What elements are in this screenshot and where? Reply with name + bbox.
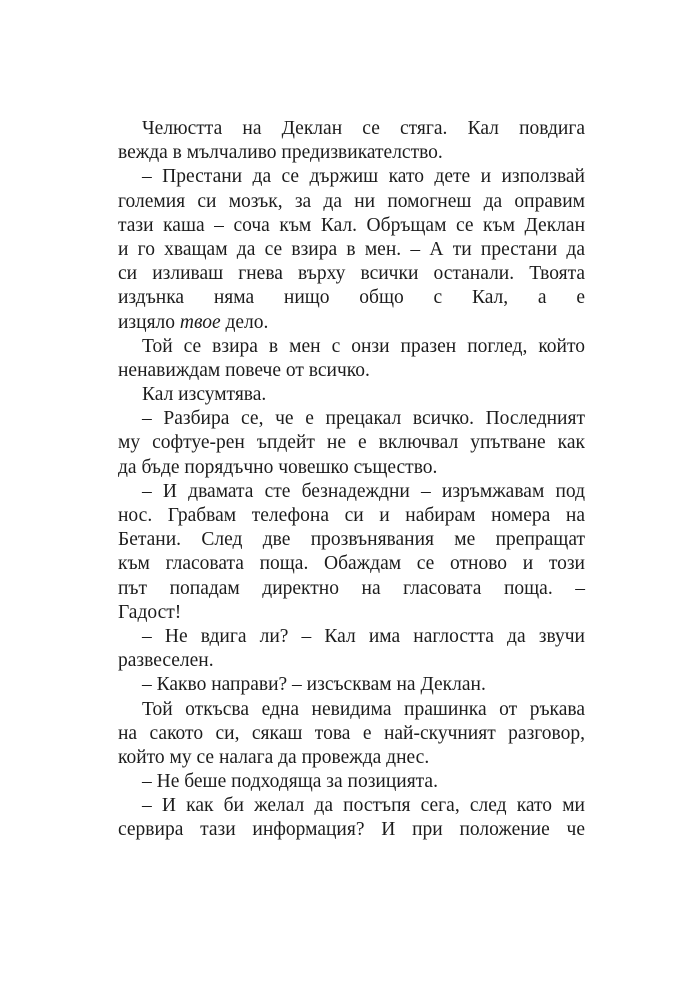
text-line: – Какво направи? – изсъсквам на Деклан. bbox=[142, 674, 486, 696]
emphasized-word: твое bbox=[179, 311, 221, 333]
text-line: – И как би желал да постъпя сега, след като ми bbox=[142, 795, 585, 817]
text-line: сервира тази информация? И при положение че bbox=[118, 819, 585, 841]
text-line: Бетани. След две прозвънявания ме препращат bbox=[118, 529, 585, 551]
text-line: издънка няма нищо общо с Кал, а е bbox=[118, 287, 585, 309]
text-line: път попадам директно на гласовата поща. – bbox=[118, 577, 585, 599]
text-line: на сакото си, сякаш това е най-скучният разговор, bbox=[118, 722, 585, 744]
book-page-text bbox=[118, 117, 585, 843]
text-line: си изливаш гнева върху всички останали. Твоята bbox=[118, 263, 585, 285]
text-line: – Престани да се държиш като дете и използвай bbox=[142, 166, 585, 188]
text-line: – Не беше подходяща за позицията. bbox=[142, 771, 438, 793]
text-line: да бъде порядъчно човешко същество. bbox=[118, 456, 438, 478]
text-line: нос. Грабвам телефона си и набирам номера на bbox=[118, 505, 585, 526]
text-line: – Разбира се, че е прецакал всичко. Последният bbox=[142, 408, 585, 430]
text-line: – И двамата сте безнадеждни – изръмжавам под bbox=[142, 480, 585, 502]
text-line: тази каша – соча към Кал. Обръщам се към Деклан bbox=[118, 214, 585, 236]
text-line: Гадост! bbox=[118, 601, 182, 623]
text-line: Той се взира в мен с онзи празен поглед, който bbox=[142, 335, 585, 357]
text-line: – Не вдига ли? – Кал има наглостта да звучи bbox=[142, 625, 585, 647]
text-line: който му се налага да провежда днес. bbox=[118, 746, 430, 768]
text-line: Той откъсва една невидима прашинка от ръкава bbox=[142, 698, 585, 720]
text-line: Кал изсумтява. bbox=[142, 384, 267, 406]
text-line: и го хващам да се взира в мен. – А ти престани да bbox=[118, 238, 585, 260]
text-line: изцяло твое дело. bbox=[118, 311, 269, 333]
text-line: вежда в мълчаливо предизвикателство. bbox=[118, 142, 443, 164]
text-line: му софтуе-рен ъпдейт не е включвал упътване как bbox=[118, 432, 585, 454]
text-line: към гласовата поща. Обаждам се отново и този bbox=[118, 553, 585, 575]
text-line: ненавиждам повече от всичко. bbox=[118, 359, 370, 381]
text-line: Челюстта на Деклан се стяга. Кал повдига bbox=[142, 118, 585, 139]
text-line: развеселен. bbox=[118, 650, 214, 672]
text-line: големия си мозък, за да ни помогнеш да оправим bbox=[118, 190, 585, 212]
